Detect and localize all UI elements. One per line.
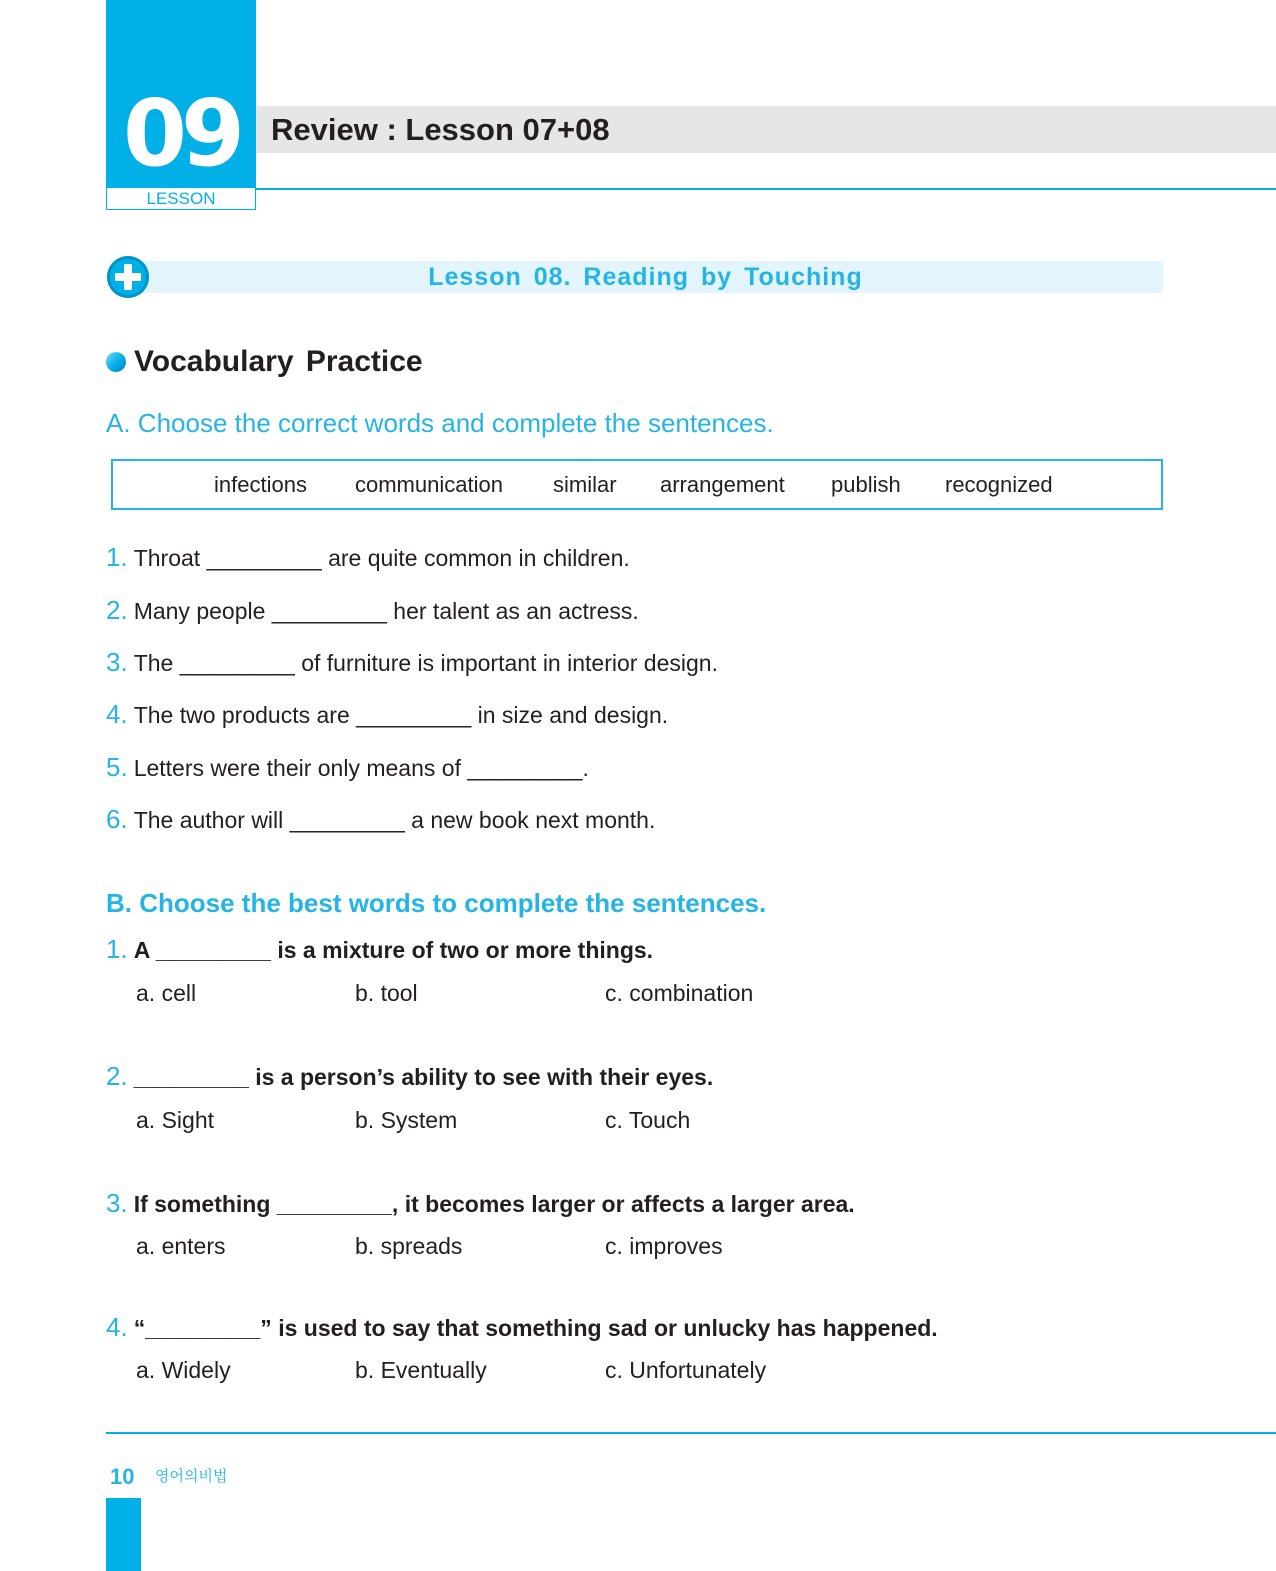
question-number: 3. (106, 647, 128, 677)
question-b2 (106, 1061, 713, 1092)
title-divider (256, 188, 1276, 190)
option-a: a. Sight (136, 1107, 214, 1133)
option-c: c. Unfortunately (605, 1357, 767, 1383)
question-a5 (106, 752, 589, 783)
option-c: c. Touch (605, 1107, 691, 1133)
page-title: Review : Lesson 07+08 (271, 112, 610, 147)
book-title: 영어의비법 (155, 1468, 228, 1485)
lesson-label: LESSON (106, 188, 256, 210)
section-a-heading: A. Choose the correct words and complete the sentences. (106, 408, 774, 438)
option-a: a. cell (136, 980, 197, 1006)
question-text: The _________ of furniture is important in interior design. (133, 650, 718, 676)
question-a4 (106, 699, 668, 730)
option-b: b. tool (355, 980, 418, 1006)
question-text: The author will _________ a new book next month. (133, 807, 656, 833)
question-number: 1. (106, 934, 128, 964)
option-c: c. improves (605, 1233, 723, 1259)
question-b4 (106, 1312, 938, 1343)
word-bank-item: recognized (945, 472, 1053, 497)
lesson-number: 09 (122, 80, 240, 187)
question-text: If something _________, it becomes larger or affects a larger area. (133, 1191, 855, 1217)
section-b-heading: B. Choose the best words to complete the sentences. (106, 888, 767, 918)
question-b1 (106, 934, 653, 965)
question-a3 (106, 647, 718, 678)
subheader-title: Lesson 08. Reading by Touching (428, 263, 863, 291)
question-text: Letters were their only means of _________. (133, 755, 589, 781)
option-a: a. enters (136, 1233, 226, 1259)
question-text: The two products are _________ in size and design. (133, 702, 669, 728)
question-text: _________ is a person’s ability to see with their eyes. (133, 1064, 714, 1090)
question-text: Throat _________ are quite common in children. (133, 545, 630, 571)
question-number: 1. (106, 542, 128, 572)
word-bank-item: infections (214, 472, 307, 497)
footer-tab (106, 1498, 141, 1571)
vocabulary-heading: Vocabulary Practice (134, 345, 423, 378)
option-b: b. System (355, 1107, 458, 1133)
question-number: 4. (106, 699, 128, 729)
page-number: 10 (110, 1464, 135, 1489)
option-b: b. Eventually (355, 1357, 487, 1383)
option-a: a. Widely (136, 1357, 231, 1383)
question-a1 (106, 542, 630, 573)
question-number: 3. (106, 1188, 128, 1218)
question-number: 5. (106, 752, 128, 782)
question-number: 4. (106, 1312, 128, 1342)
question-text: Many people _________ her talent as an actress. (133, 598, 639, 624)
question-text: “_________” is used to say that something sad or unlucky has happened. (133, 1315, 938, 1341)
bullet-circle-icon (106, 352, 126, 372)
question-a6 (106, 804, 655, 835)
question-number: 2. (106, 1061, 128, 1091)
question-a2 (106, 595, 639, 626)
word-bank-item: publish (831, 472, 901, 497)
option-b: b. spreads (355, 1233, 463, 1259)
question-number: 2. (106, 595, 128, 625)
question-number: 6. (106, 804, 128, 834)
footer-divider (106, 1432, 1276, 1434)
question-text: A _________ is a mixture of two or more things. (133, 937, 654, 963)
question-b3 (106, 1188, 855, 1219)
word-bank-item: communication (355, 472, 503, 497)
word-bank-item: similar (553, 472, 617, 497)
word-bank-item: arrangement (660, 472, 785, 497)
option-c: c. combination (605, 980, 754, 1006)
